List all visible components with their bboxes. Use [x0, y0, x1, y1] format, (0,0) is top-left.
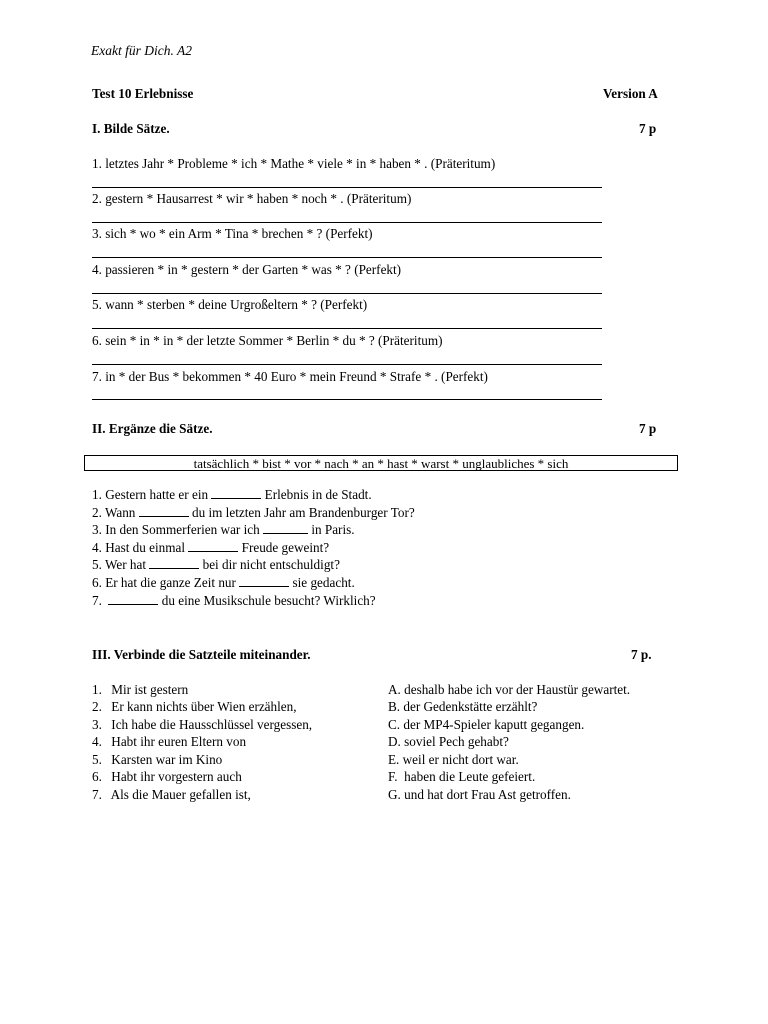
sentence-item-6: 6. sein * in * in * der letzte Sommer * Berlin * du * ? (Präteritum)	[92, 333, 443, 348]
answer-line-4[interactable]	[92, 293, 602, 294]
section-1-title: I. Bilde Sätze.	[92, 121, 170, 136]
sentence-item-7: 7. in * der Bus * bekommen * 40 Euro * mein Freund * Strafe * . (Perfekt)	[92, 369, 488, 384]
gap-item-6: 6. Er hat die ganze Zeit nur sie gedacht.	[92, 575, 355, 590]
gap-item-1: 1. Gestern hatte er ein Erlebnis in de Stadt.	[92, 487, 372, 502]
gap-blank[interactable]	[108, 594, 158, 605]
answer-line-6[interactable]	[92, 364, 602, 365]
match-right-item-g: G. und hat dort Frau Ast getroffen.	[388, 787, 571, 802]
answer-line-1[interactable]	[92, 187, 602, 188]
match-right-item-d: D. soviel Pech gehabt?	[388, 734, 509, 749]
gap-blank[interactable]	[263, 523, 308, 534]
word-bank-text: tatsächlich * bist * vor * nach * an * hast * warst * unglaubliches * sich	[193, 456, 569, 471]
answer-line-2[interactable]	[92, 222, 602, 223]
match-left-item-7: 7. Als die Mauer gefallen ist,	[92, 787, 251, 802]
match-left-item-1: 1. Mir ist gestern	[92, 682, 189, 697]
gap-item-3: 3. In den Sommerferien war ich in Paris.	[92, 522, 355, 537]
answer-line-7[interactable]	[92, 399, 602, 400]
gap-item-7: 7. du eine Musikschule besucht? Wirklich?	[92, 593, 376, 608]
match-right-item-b: B. der Gedenkstätte erzählt?	[388, 699, 538, 714]
match-left-item-4: 4. Habt ihr euren Eltern von	[92, 734, 247, 749]
match-right-item-a: A. deshalb habe ich vor der Haustür gewartet.	[388, 682, 631, 697]
answer-line-5[interactable]	[92, 328, 602, 329]
section-3-points: 7 p.	[631, 647, 652, 662]
match-left-item-2: 2. Er kann nichts über Wien erzählen,	[92, 699, 297, 714]
gap-blank[interactable]	[239, 576, 289, 587]
gap-item-2: 2. Wann du im letzten Jahr am Brandenburger Tor?	[92, 505, 415, 520]
match-right-item-c: C. der MP4-Spieler kaputt gegangen.	[388, 717, 585, 732]
version-label: Version A	[603, 86, 658, 101]
sentence-item-1: 1. letztes Jahr * Probleme * ich * Mathe * viele * in * haben * . (Präteritum)	[92, 156, 496, 171]
match-left-item-6: 6. Habt ihr vorgestern auch	[92, 769, 242, 784]
book-title: Exakt für Dich. A2	[91, 43, 192, 58]
match-left-item-5: 5. Karsten war im Kino	[92, 752, 223, 767]
gap-blank[interactable]	[211, 488, 261, 499]
section-3-title: III. Verbinde die Satzteile miteinander.	[92, 647, 311, 662]
section-1-points: 7 p	[639, 121, 657, 136]
sentence-item-2: 2. gestern * Hausarrest * wir * haben * noch * . (Präteritum)	[92, 191, 412, 206]
section-2-points: 7 p	[639, 421, 657, 436]
section-2-title: II. Ergänze die Sätze.	[92, 421, 213, 436]
answer-line-3[interactable]	[92, 257, 602, 258]
gap-blank[interactable]	[188, 541, 238, 552]
sentence-item-3: 3. sich * wo * ein Arm * Tina * brechen * ? (Perfekt)	[92, 226, 373, 241]
gap-item-4: 4. Hast du einmal Freude geweint?	[92, 540, 330, 555]
gap-blank[interactable]	[149, 558, 199, 569]
test-title: Test 10 Erlebnisse	[92, 86, 194, 101]
sentence-item-4: 4. passieren * in * gestern * der Garten * was * ? (Perfekt)	[92, 262, 402, 277]
match-right-item-e: E. weil er nicht dort war.	[388, 752, 519, 767]
gap-item-5: 5. Wer hat bei dir nicht entschuldigt?	[92, 557, 340, 572]
sentence-item-5: 5. wann * sterben * deine Urgroßeltern * ? (Perfekt)	[92, 297, 368, 312]
match-right-item-f: F. haben die Leute gefeiert.	[388, 769, 536, 784]
word-bank-box	[84, 455, 678, 471]
match-left-item-3: 3. Ich habe die Hausschlüssel vergessen,	[92, 717, 313, 732]
gap-blank[interactable]	[139, 506, 189, 517]
